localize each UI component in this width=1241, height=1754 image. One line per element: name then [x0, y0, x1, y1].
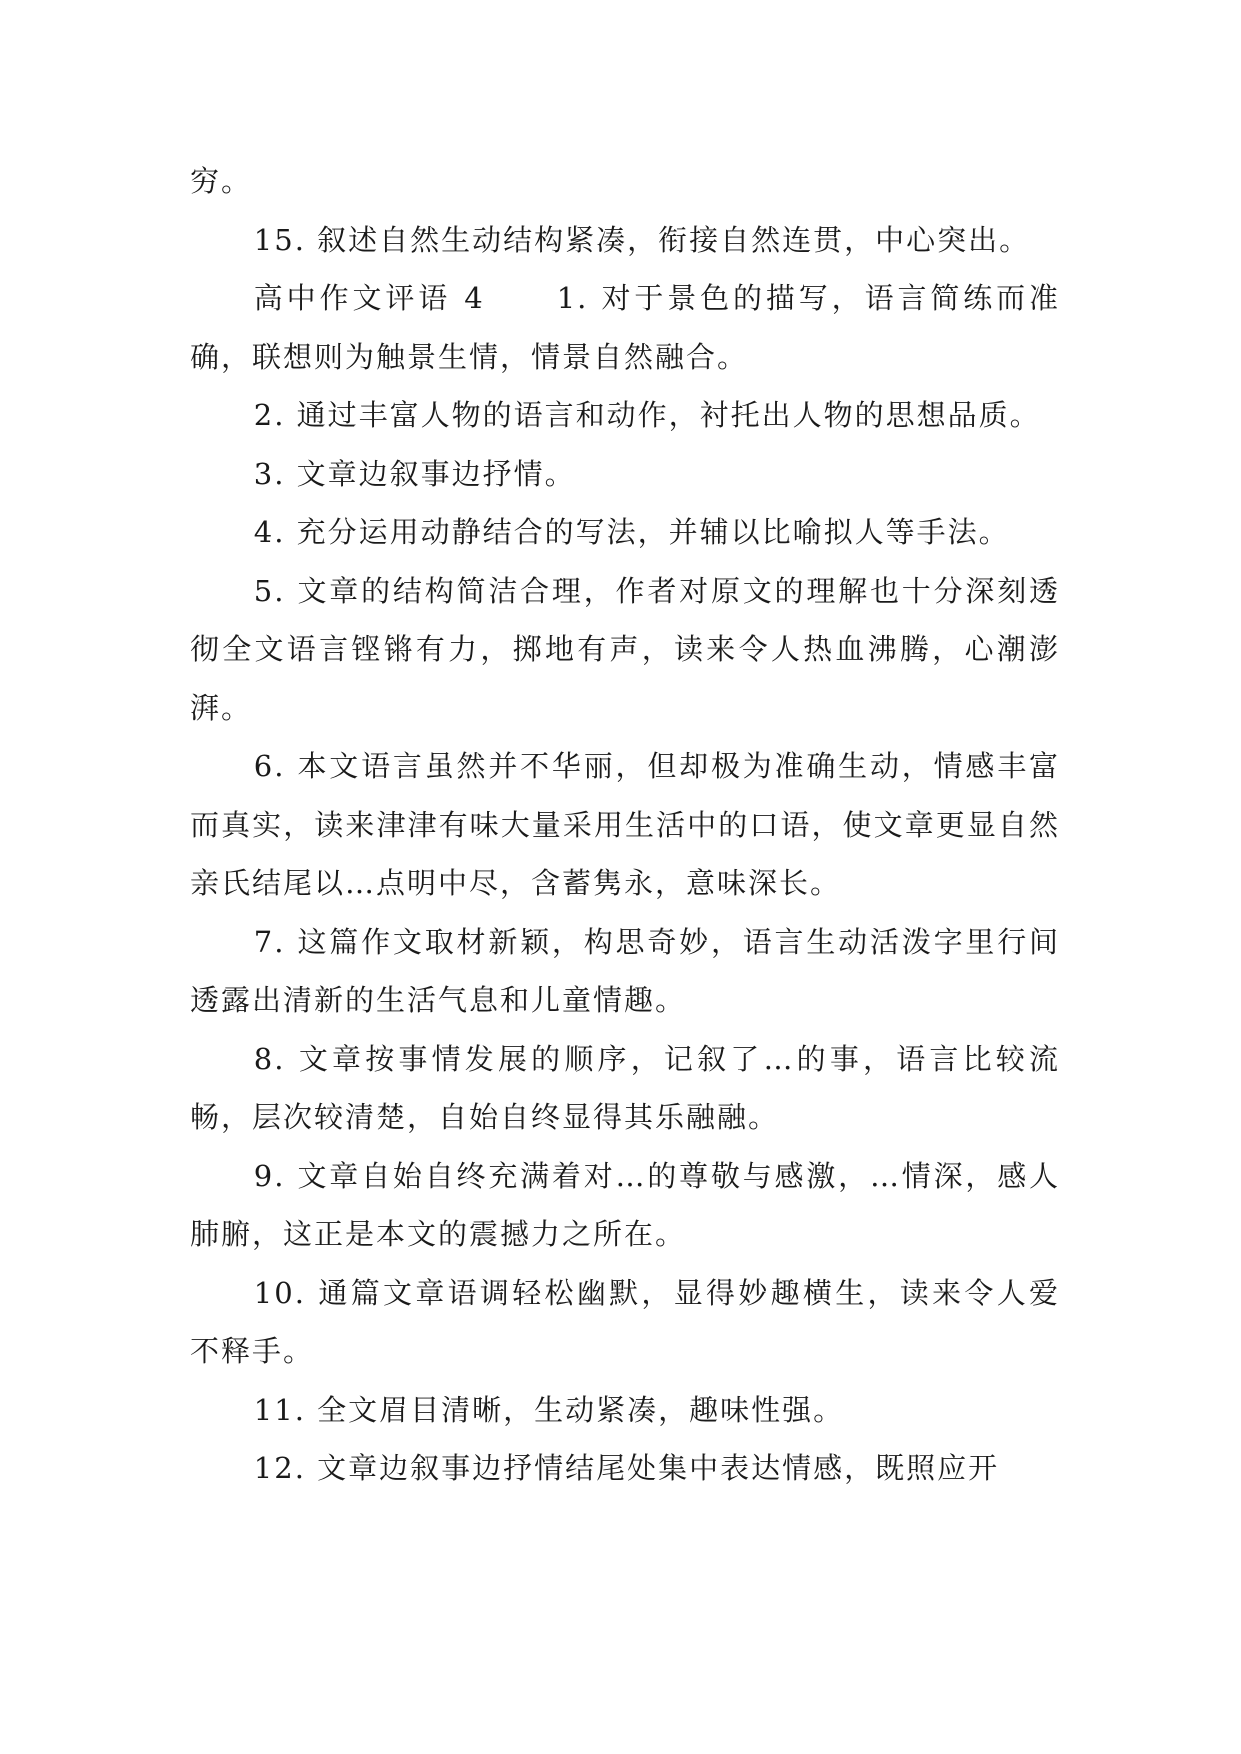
section-paragraph — [190, 269, 1060, 386]
item-15: 15. 叙述自然生动结构紧凑，衔接自然连贯，中心突出。 — [253, 222, 1031, 257]
item-9: 9. 文章自始自终充满着对…的尊敬与感激，…情深，感人肺腑，这正是本文的震撼力之所在。 — [190, 1158, 1060, 1251]
item-8: 8. 文章按事情发展的顺序，记叙了…的事，语言比较流畅，层次较清楚，自始自终显得其乐融融。 — [190, 1041, 1060, 1134]
item-1: 1. 对于景色的描写，语言简练而准确，联想则为触景生情，情景自然融合。 — [190, 281, 1061, 374]
item-2: 2. 通过丰富人物的语言和动作，衬托出人物的思想品质。 — [253, 398, 1041, 432]
item-5: 5. 文章的结构简洁合理，作者对原文的理解也十分深刻透彻全文语言铿锵有力，掷地有声，读来令人热血沸腾，心潮澎湃。 — [190, 573, 1060, 725]
continuation-line: 穷。 — [190, 164, 253, 198]
item-4: 4. 充分运用动静结合的写法，并辅以比喻拟人等手法。 — [253, 515, 1010, 549]
item-7: 7. 这篇作文取材新颖，构思奇妙，语言生动活泼字里行间透露出清新的生活气息和儿童情趣。 — [190, 924, 1060, 1017]
document-page — [190, 152, 1060, 1498]
item-6: 6. 本文语言虽然并不华丽，但却极为准确生动，情感丰富而真实，读来津津有味大量采用生活中的口语，使文章更显自然亲氏结尾以…点明中尽，含蓄隽永，意味深长。 — [190, 749, 1060, 900]
item-12: 12. 文章边叙事边抒情结尾处集中表达情感，既照应开 — [253, 1451, 1000, 1485]
section-title: 高中作文评语 4 — [253, 281, 485, 315]
item-10: 10. 通篇文章语调轻松幽默，显得妙趣横生，读来令人爱不释手。 — [190, 1275, 1060, 1368]
item-11: 11. 全文眉目清晰，生动紧凑，趣味性强。 — [253, 1392, 845, 1427]
item-3: 3. 文章边叙事边抒情。 — [253, 456, 576, 491]
